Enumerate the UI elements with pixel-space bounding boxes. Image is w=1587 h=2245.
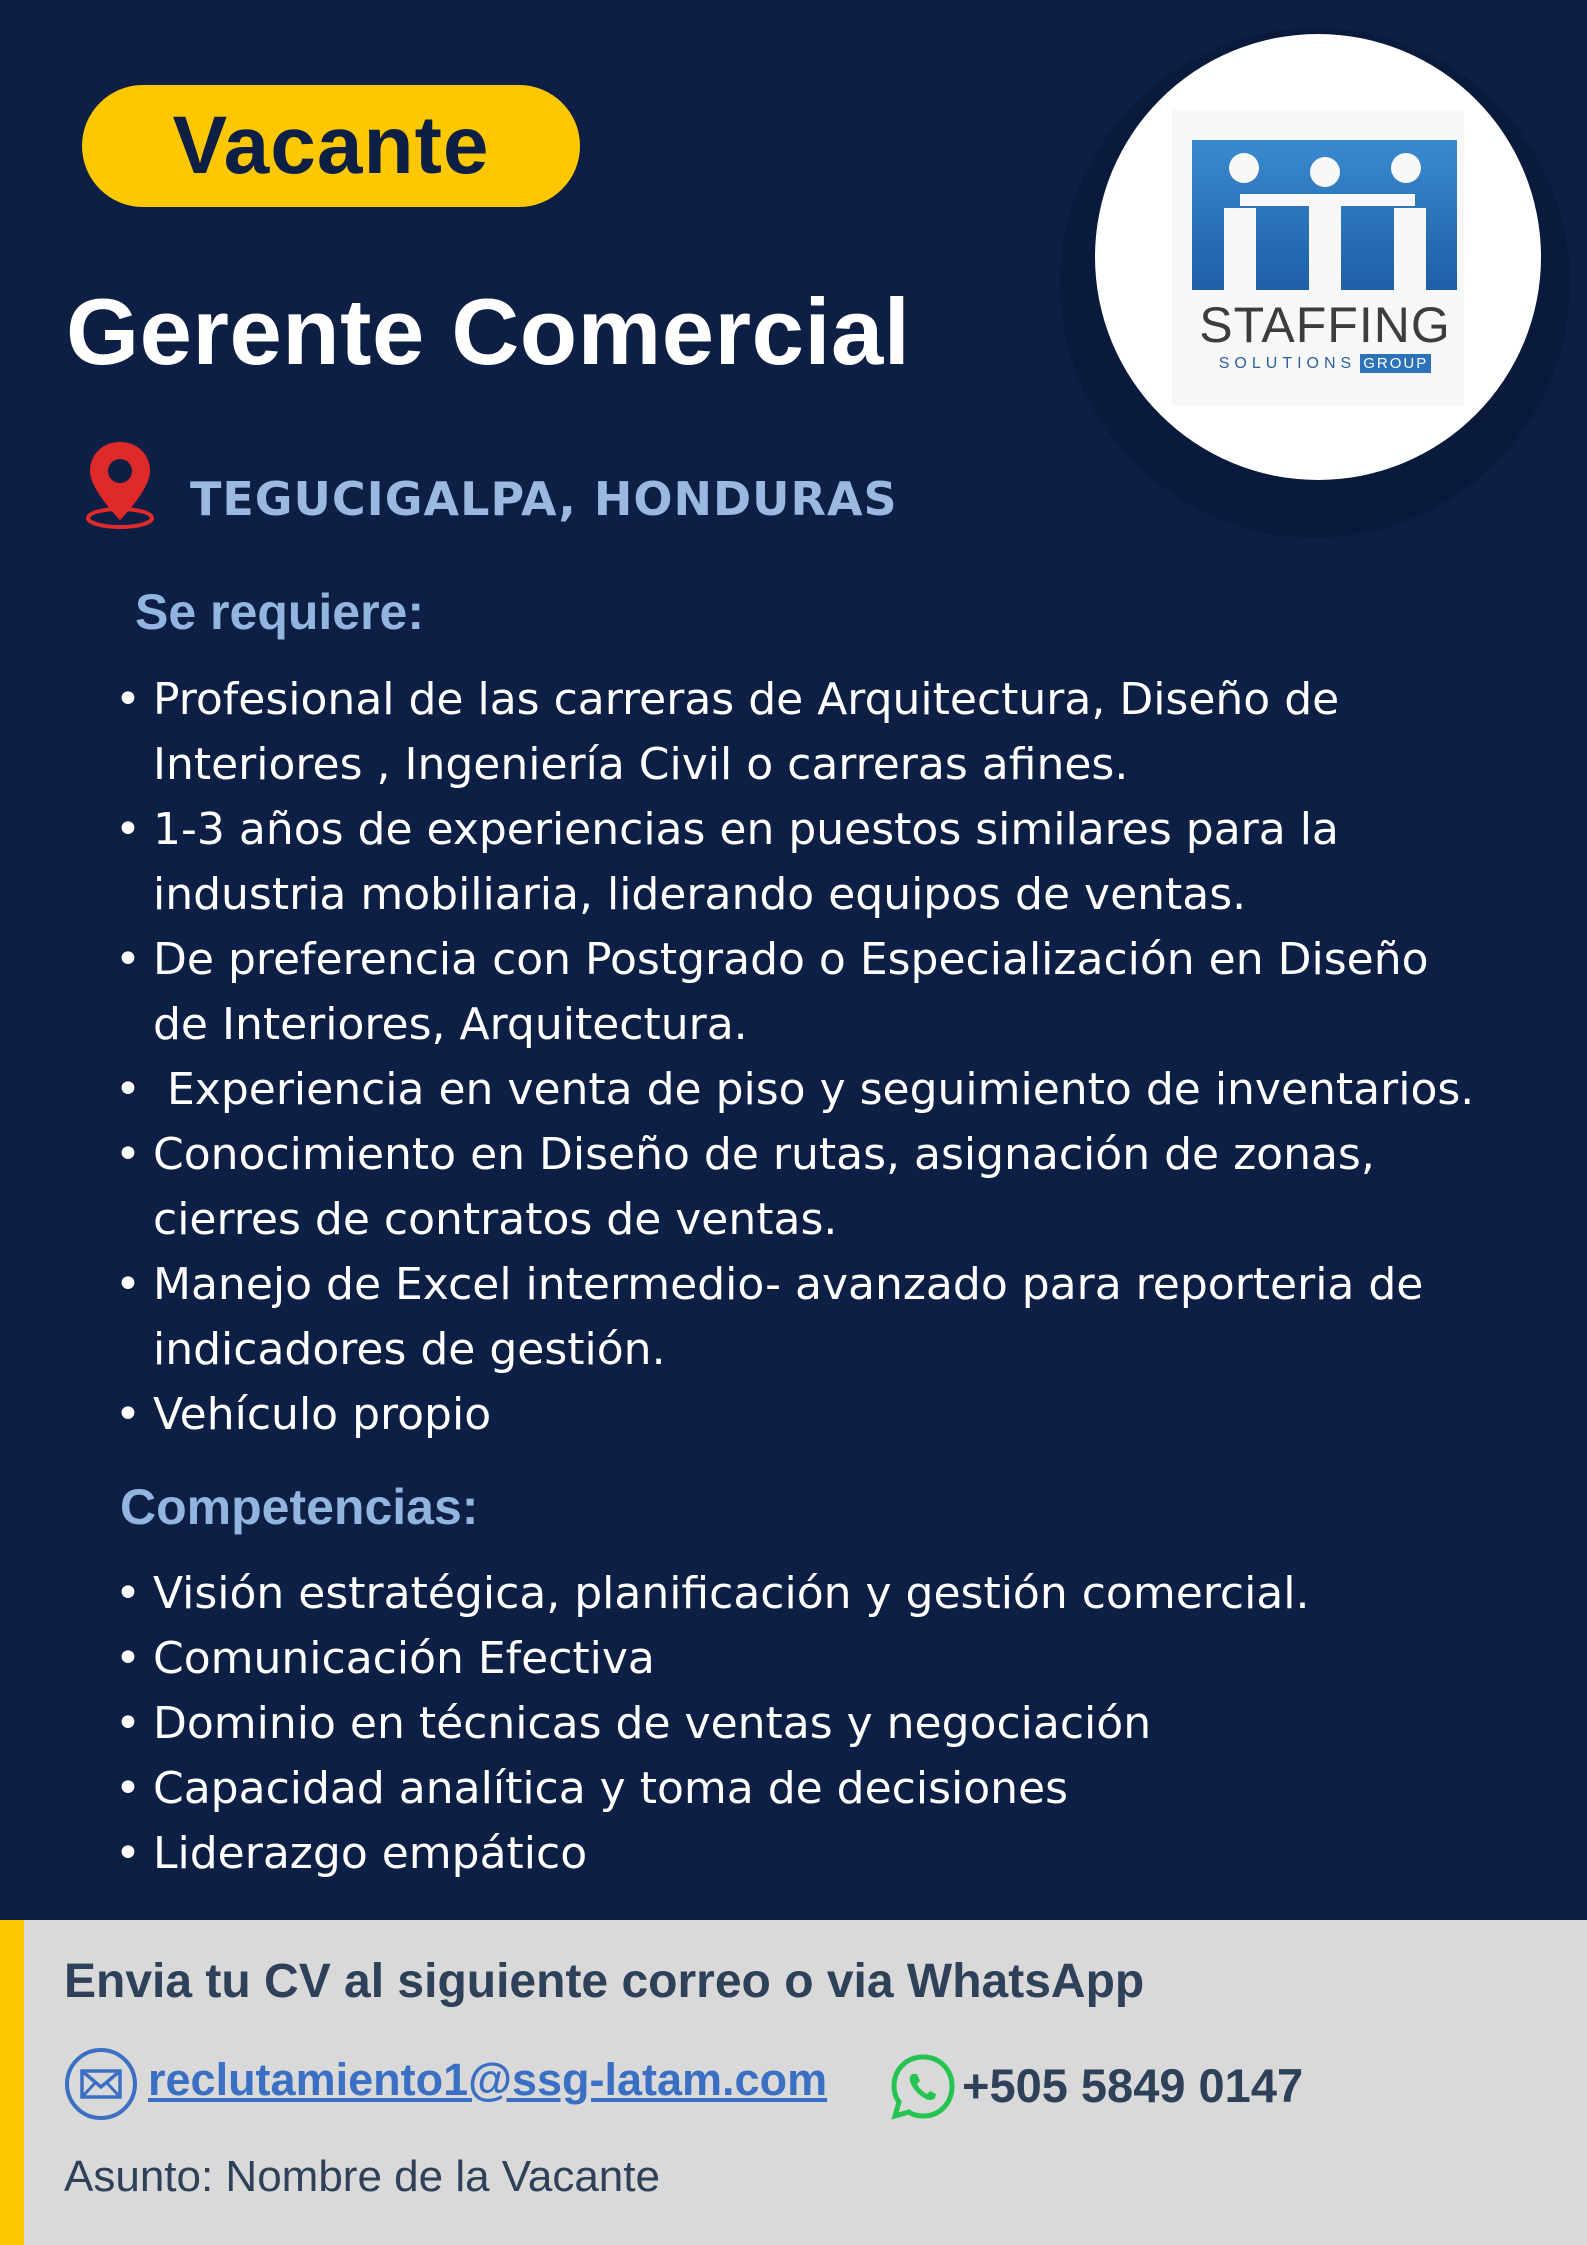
footer-accent-bar — [0, 1920, 24, 2245]
list-item: • Comunicación Efectiva — [115, 1626, 1555, 1691]
logo-tagline: SOLUTIONS — [1218, 354, 1357, 372]
list-item: • Visión estratégica, planificación y gestión comercial. — [115, 1561, 1555, 1626]
list-item: • Liderazgo empático — [115, 1821, 1555, 1886]
logo-tagline-row — [1192, 354, 1458, 373]
list-item: • Capacidad analítica y toma de decisiones — [115, 1756, 1555, 1821]
list-item: • Manejo de Excel intermedio- avanzado para reporteria de indicadores de gestión. — [115, 1252, 1555, 1382]
logo-name: STAFFING — [1199, 297, 1451, 353]
requirements-list — [115, 667, 1555, 1447]
list-item: • De preferencia con Postgrado o Especialización en Diseño de Interiores, Arquitectura. — [115, 927, 1555, 1057]
map-pin-icon — [82, 438, 158, 530]
list-item: • Conocimiento en Diseño de rutas, asignación de zonas, cierres de contratos de ventas. — [115, 1122, 1555, 1252]
competencies-list — [115, 1561, 1555, 1886]
requirements-heading: Se requiere: — [135, 584, 425, 640]
list-item: • Experiencia en venta de piso y seguimiento de inventarios. — [115, 1057, 1555, 1122]
list-item: • Vehículo propio — [115, 1382, 1555, 1447]
envelope-icon — [64, 2047, 138, 2121]
job-location: TEGUCIGALPA, HONDURAS — [190, 472, 898, 526]
contact-email-link[interactable]: reclutamiento1@ssg-latam.com — [148, 2054, 828, 2105]
contact-phone[interactable]: +505 5849 0147 — [962, 2059, 1304, 2112]
list-item: • Profesional de las carreras de Arquitectura, Diseño de Interiores , Ingeniería Civil o carreras afines. — [115, 667, 1555, 797]
list-item: • Dominio en técnicas de ventas y negociación — [115, 1691, 1555, 1756]
job-title: Gerente Comercial — [66, 279, 911, 384]
footer-title: Envia tu CV al siguiente correo o via WhatsApp — [64, 1955, 1145, 2008]
email-subject-note: Asunto: Nombre de la Vacante — [64, 2152, 660, 2201]
whatsapp-icon — [888, 2052, 958, 2122]
company-logo — [1172, 110, 1464, 406]
list-item: • 1-3 años de experiencias en puestos similares para la industria mobiliaria, liderando equipos de ventas. — [115, 797, 1555, 927]
logo-tagline-box: GROUP — [1360, 354, 1431, 373]
competencies-heading: Competencias: — [120, 1479, 479, 1535]
vacancy-badge: Vacante — [82, 85, 580, 207]
contact-footer — [0, 1920, 1587, 2245]
